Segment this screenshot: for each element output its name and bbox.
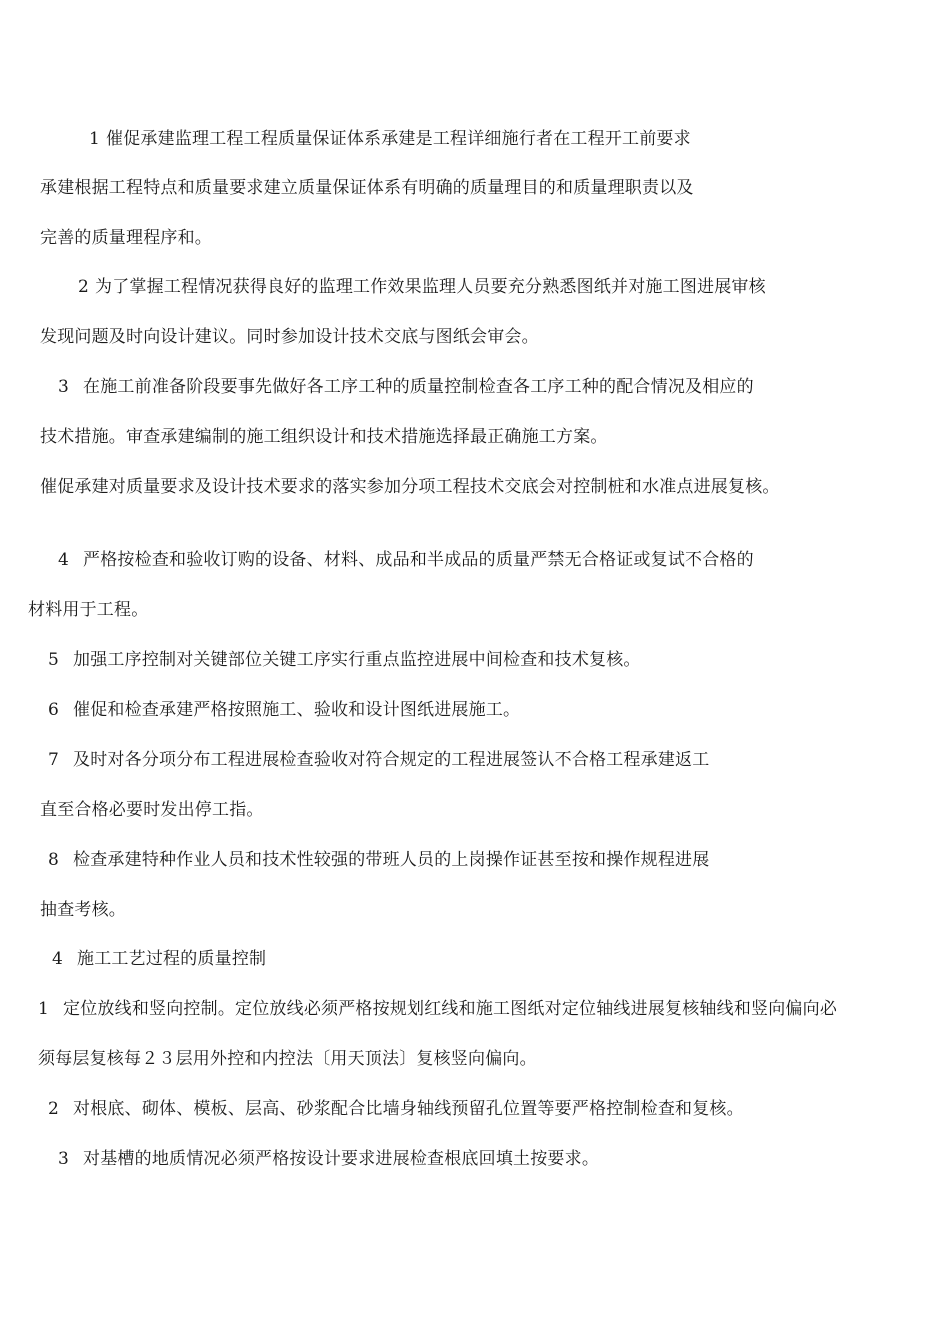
paragraph-line [40,899,126,921]
line-text: 定位放线和竖向控制。定位放线必须严格按规划红线和施工图纸对定位轴线进展复核轴线和竖向偏向必 [63,999,838,1019]
line-text: 抽查考核。 [40,900,126,920]
item-number: 7 [48,750,60,770]
paragraph-line [28,599,148,621]
paragraph-line [58,1148,599,1170]
line-text: 严格按检查和验收订购的设备、材料、成品和半成品的质量严禁无合格证或复试不合格的 [83,550,754,570]
item-number: 5 [48,650,60,670]
paragraph-line [58,549,754,571]
paragraph-line [78,276,766,298]
paragraph-line [48,699,520,721]
item-number: 1 [38,999,50,1019]
item-number: 6 [48,700,60,720]
line-text: 直至合格必要时发出停工指。 [40,800,264,820]
line-text: 承建根据工程特点和质量要求建立质量保证体系有明确的质量理目的和质量理职责以及 [40,178,694,198]
paragraph-line [40,426,608,448]
item-number: 3 [58,377,70,397]
line-text: 技术措施。审查承建编制的施工组织设计和技术措施选择最正确施工方案。 [40,427,608,447]
paragraph-line [89,128,691,150]
item-number: 4 [58,550,70,570]
item-number: 2 [48,1099,60,1119]
line-text: 完善的质量理程序和。 [40,228,212,248]
line-text: 施工工艺过程的质量控制 [77,949,267,969]
line-text: 为了掌握工程情况获得良好的监理工作效果监理人员要充分熟悉图纸并对施工图进展审核 [95,277,766,297]
paragraph-line [38,998,837,1020]
item-number: 1 [89,129,101,149]
paragraph-line [40,799,264,821]
line-text: 催促承建对质量要求及设计技术要求的落实参加分项工程技术交底会对控制桩和水准点进展复核。 [40,477,780,497]
paragraph-line [48,1098,744,1120]
paragraph-line [48,849,709,871]
paragraph-line [48,749,709,771]
line-text: 检查承建特种作业人员和技术性较强的带班人员的上岗操作证甚至按和操作规程进展 [73,850,710,870]
line-text: 催促和检查承建严格按照施工、验收和设计图纸进展施工。 [73,700,521,720]
item-number: 3 [58,1149,70,1169]
line-text: 对基槽的地质情况必须严格按设计要求进展检查根底回填土按要求。 [83,1149,600,1169]
line-text: 须每层复核每２３层用外控和内控法〔用天顶法〕复核竖向偏向。 [38,1049,537,1069]
line-text: 材料用于工程。 [28,600,149,620]
item-number: 8 [48,850,60,870]
paragraph-line [38,1048,537,1070]
paragraph-line [40,227,212,249]
paragraph-line [40,476,780,498]
section-heading [52,948,266,970]
item-number: 4 [52,949,64,969]
item-number: 2 [78,277,90,297]
line-text: 及时对各分项分布工程进展检查验收对符合规定的工程进展签认不合格工程承建返工 [73,750,710,770]
line-text: 发现问题及时向设计建议。同时参加设计技术交底与图纸会审会。 [40,327,539,347]
paragraph-line [40,177,694,199]
paragraph-line [58,376,754,398]
line-text: 加强工序控制对关键部位关键工序实行重点监控进展中间检查和技术复核。 [73,650,641,670]
line-text: 对根底、砌体、模板、层高、砂浆配合比墙身轴线预留孔位置等要严格控制检查和复核。 [73,1099,744,1119]
paragraph-line [40,326,539,348]
line-text: 催促承建监理工程工程质量保证体系承建是工程详细施行者在工程开工前要求 [106,129,691,149]
paragraph-line [48,649,641,671]
line-text: 在施工前准备阶段要事先做好各工序工种的质量控制检查各工序工种的配合情况及相应的 [83,377,754,397]
